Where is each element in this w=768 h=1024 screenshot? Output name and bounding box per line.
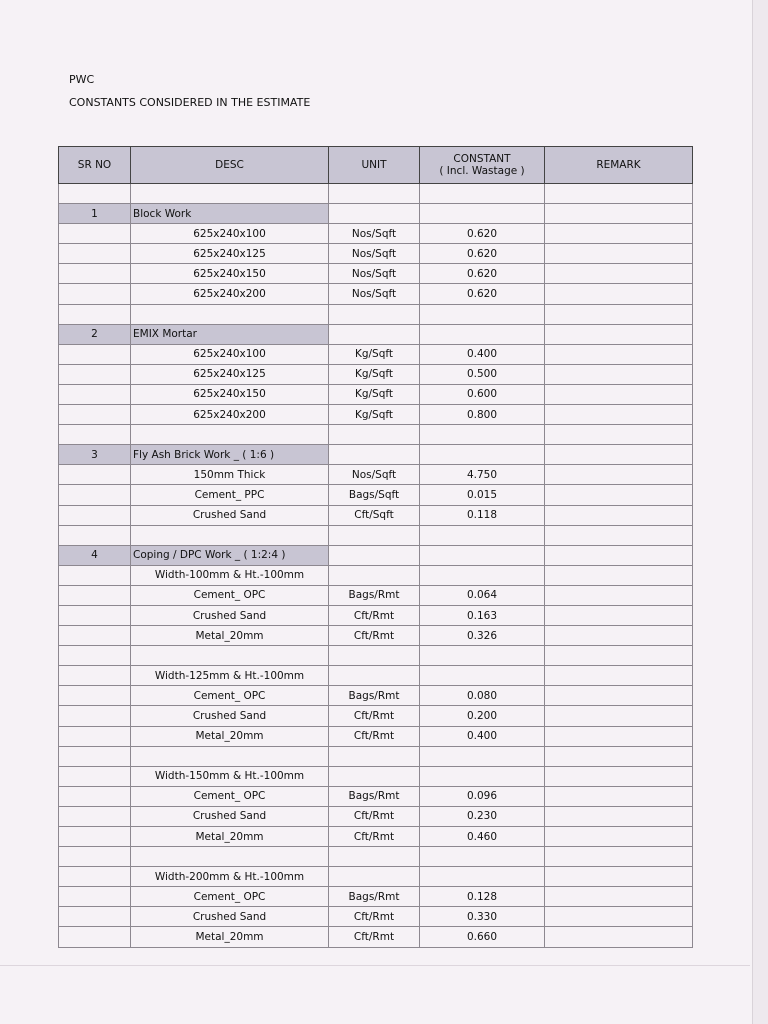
desc-cell: Fly Ash Brick Work _ ( 1:6 ) (131, 445, 329, 465)
constant-cell: 0.620 (420, 244, 545, 264)
unit-cell: Kg/Sqft (329, 405, 420, 425)
remark-cell (545, 284, 693, 304)
unit-cell (329, 445, 420, 465)
section-row (59, 545, 693, 565)
constant-cell: 0.080 (420, 686, 545, 706)
table-row (59, 224, 693, 244)
sr-no-cell: 1 (59, 204, 131, 224)
constant-cell: 0.064 (420, 585, 545, 605)
header-constant (420, 147, 545, 184)
unit-cell: Bags/Rmt (329, 585, 420, 605)
sr-no-cell (59, 465, 131, 485)
constant-cell: 0.400 (420, 726, 545, 746)
section-row (59, 204, 693, 224)
desc-cell: Cement_ OPC (131, 887, 329, 907)
table-row (59, 485, 693, 505)
blank-row (59, 525, 693, 545)
remark-cell (545, 786, 693, 806)
constant-cell (420, 425, 545, 445)
constant-cell: 0.800 (420, 405, 545, 425)
desc-cell (131, 304, 329, 324)
sr-no-cell (59, 766, 131, 786)
unit-cell (329, 666, 420, 686)
remark-cell (545, 887, 693, 907)
constant-cell: 0.163 (420, 605, 545, 625)
sr-no-cell: 3 (59, 445, 131, 465)
desc-cell: 625x240x150 (131, 264, 329, 284)
unit-cell: Nos/Sqft (329, 224, 420, 244)
desc-cell: Width-200mm & Ht.-100mm (131, 867, 329, 887)
remark-cell (545, 384, 693, 404)
blank-row (59, 847, 693, 867)
unit-cell (329, 304, 420, 324)
desc-cell: 625x240x125 (131, 364, 329, 384)
desc-cell (131, 746, 329, 766)
constant-cell (420, 445, 545, 465)
desc-cell: Width-100mm & Ht.-100mm (131, 565, 329, 585)
remark-cell (545, 485, 693, 505)
document-title: CONSTANTS CONSIDERED IN THE ESTIMATE (69, 96, 311, 109)
sr-no-cell (59, 565, 131, 585)
table-row (59, 786, 693, 806)
blank-row (59, 746, 693, 766)
remark-cell (545, 827, 693, 847)
table-row (59, 927, 693, 947)
constant-cell: 0.600 (420, 384, 545, 404)
table-row (59, 284, 693, 304)
desc-cell: 625x240x150 (131, 384, 329, 404)
sr-no-cell (59, 907, 131, 927)
desc-cell (131, 525, 329, 545)
constant-cell: 0.230 (420, 806, 545, 826)
remark-cell (545, 646, 693, 666)
unit-cell (329, 646, 420, 666)
constant-cell: 0.128 (420, 887, 545, 907)
unit-cell: Bags/Sqft (329, 485, 420, 505)
remark-cell (545, 706, 693, 726)
constant-cell: 0.015 (420, 485, 545, 505)
header-remark: REMARK (545, 147, 693, 184)
constant-cell (420, 545, 545, 565)
constant-cell: 0.400 (420, 344, 545, 364)
sr-no-cell (59, 626, 131, 646)
sr-no-cell (59, 605, 131, 625)
blank-row (59, 425, 693, 445)
sr-no-cell (59, 384, 131, 404)
constant-cell (420, 565, 545, 585)
table-row (59, 626, 693, 646)
desc-cell (131, 847, 329, 867)
sr-no-cell (59, 827, 131, 847)
table-row (59, 465, 693, 485)
remark-cell (545, 264, 693, 284)
desc-cell: 625x240x125 (131, 244, 329, 264)
unit-cell: Nos/Sqft (329, 244, 420, 264)
sr-no-cell (59, 264, 131, 284)
constant-cell: 0.620 (420, 284, 545, 304)
unit-cell (329, 545, 420, 565)
remark-cell (545, 304, 693, 324)
header-sr-no: SR NO (59, 147, 131, 184)
sr-no-cell (59, 184, 131, 204)
constant-cell (420, 525, 545, 545)
constant-cell: 0.660 (420, 927, 545, 947)
unit-cell: Cft/Rmt (329, 726, 420, 746)
unit-cell: Cft/Rmt (329, 806, 420, 826)
desc-cell: 150mm Thick (131, 465, 329, 485)
remark-cell (545, 626, 693, 646)
sr-no-cell (59, 706, 131, 726)
sr-no-cell (59, 224, 131, 244)
sr-no-cell (59, 746, 131, 766)
constant-cell: 0.096 (420, 786, 545, 806)
constant-cell (420, 766, 545, 786)
desc-cell: Crushed Sand (131, 605, 329, 625)
desc-cell: Crushed Sand (131, 706, 329, 726)
desc-cell (131, 646, 329, 666)
remark-cell (545, 867, 693, 887)
remark-cell (545, 204, 693, 224)
unit-cell (329, 204, 420, 224)
sr-no-cell (59, 786, 131, 806)
desc-cell: Width-125mm & Ht.-100mm (131, 666, 329, 686)
remark-cell (545, 927, 693, 947)
unit-cell (329, 324, 420, 344)
page-edge (752, 0, 768, 1024)
remark-cell (545, 324, 693, 344)
remark-cell (545, 666, 693, 686)
unit-cell: Kg/Sqft (329, 384, 420, 404)
table-header-row (59, 147, 693, 184)
remark-cell (545, 244, 693, 264)
unit-cell: Bags/Rmt (329, 686, 420, 706)
desc-cell: Cement_ OPC (131, 585, 329, 605)
desc-cell: Metal_20mm (131, 726, 329, 746)
unit-cell (329, 425, 420, 445)
sr-no-cell (59, 686, 131, 706)
desc-cell: Crushed Sand (131, 806, 329, 826)
unit-cell (329, 184, 420, 204)
remark-cell (545, 184, 693, 204)
sr-no-cell (59, 585, 131, 605)
section-row (59, 445, 693, 465)
unit-cell: Cft/Rmt (329, 626, 420, 646)
desc-cell (131, 425, 329, 445)
sr-no-cell (59, 806, 131, 826)
remark-cell (545, 806, 693, 826)
remark-cell (545, 465, 693, 485)
sr-no-cell (59, 425, 131, 445)
table-row (59, 244, 693, 264)
table-row (59, 264, 693, 284)
constant-cell (420, 847, 545, 867)
remark-cell (545, 425, 693, 445)
remark-cell (545, 545, 693, 565)
sr-no-cell: 4 (59, 545, 131, 565)
sr-no-cell: 2 (59, 324, 131, 344)
constants-table (58, 146, 693, 948)
constant-cell: 0.326 (420, 626, 545, 646)
constant-cell: 0.118 (420, 505, 545, 525)
remark-cell (545, 907, 693, 927)
unit-cell: Cft/Rmt (329, 927, 420, 947)
unit-cell: Kg/Sqft (329, 344, 420, 364)
sr-no-cell (59, 485, 131, 505)
desc-cell: Block Work (131, 204, 329, 224)
blank-row (59, 304, 693, 324)
sr-no-cell (59, 244, 131, 264)
desc-cell: EMIX Mortar (131, 324, 329, 344)
table-row (59, 605, 693, 625)
remark-cell (545, 847, 693, 867)
sr-no-cell (59, 284, 131, 304)
desc-cell: Crushed Sand (131, 907, 329, 927)
unit-cell: Nos/Sqft (329, 284, 420, 304)
table-row (59, 585, 693, 605)
remark-cell (545, 505, 693, 525)
table-row (59, 827, 693, 847)
table-row (59, 565, 693, 585)
desc-cell: Cement_ PPC (131, 485, 329, 505)
table-row (59, 384, 693, 404)
desc-cell: 625x240x200 (131, 405, 329, 425)
constant-cell: 4.750 (420, 465, 545, 485)
unit-cell: Cft/Rmt (329, 605, 420, 625)
sr-no-cell (59, 405, 131, 425)
table-row (59, 726, 693, 746)
header-unit: UNIT (329, 147, 420, 184)
remark-cell (545, 344, 693, 364)
table-row (59, 505, 693, 525)
remark-cell (545, 766, 693, 786)
constant-cell (420, 184, 545, 204)
document-header (69, 68, 310, 114)
desc-cell: Metal_20mm (131, 827, 329, 847)
remark-cell (545, 686, 693, 706)
desc-cell: Width-150mm & Ht.-100mm (131, 766, 329, 786)
header-constant-line2: ( Incl. Wastage ) (439, 165, 525, 177)
sr-no-cell (59, 887, 131, 907)
unit-cell (329, 565, 420, 585)
table-row (59, 706, 693, 726)
constant-cell: 0.500 (420, 364, 545, 384)
table-row (59, 867, 693, 887)
unit-cell: Nos/Sqft (329, 465, 420, 485)
unit-cell (329, 525, 420, 545)
desc-cell: 625x240x100 (131, 344, 329, 364)
org-name: PWC (69, 73, 95, 86)
table-row (59, 887, 693, 907)
sr-no-cell (59, 344, 131, 364)
desc-cell (131, 184, 329, 204)
remark-cell (545, 746, 693, 766)
remark-cell (545, 585, 693, 605)
remark-cell (545, 726, 693, 746)
table-row (59, 364, 693, 384)
constant-cell (420, 666, 545, 686)
unit-cell (329, 766, 420, 786)
constant-cell (420, 867, 545, 887)
blank-row (59, 646, 693, 666)
constant-cell: 0.460 (420, 827, 545, 847)
desc-cell: 625x240x100 (131, 224, 329, 244)
unit-cell: Cft/Rmt (329, 907, 420, 927)
table-row (59, 806, 693, 826)
constant-cell (420, 204, 545, 224)
sr-no-cell (59, 505, 131, 525)
constant-cell (420, 646, 545, 666)
sr-no-cell (59, 927, 131, 947)
constant-cell: 0.330 (420, 907, 545, 927)
unit-cell (329, 746, 420, 766)
unit-cell: Bags/Rmt (329, 786, 420, 806)
table-row (59, 405, 693, 425)
unit-cell: Bags/Rmt (329, 887, 420, 907)
unit-cell: Nos/Sqft (329, 264, 420, 284)
sr-no-cell (59, 666, 131, 686)
remark-cell (545, 405, 693, 425)
sr-no-cell (59, 525, 131, 545)
remark-cell (545, 224, 693, 244)
desc-cell: 625x240x200 (131, 284, 329, 304)
table-row (59, 766, 693, 786)
desc-cell: Metal_20mm (131, 927, 329, 947)
unit-cell (329, 867, 420, 887)
table-row (59, 907, 693, 927)
table-row (59, 686, 693, 706)
constant-cell: 0.200 (420, 706, 545, 726)
remark-cell (545, 525, 693, 545)
constant-cell (420, 324, 545, 344)
unit-cell: Cft/Sqft (329, 505, 420, 525)
remark-cell (545, 565, 693, 585)
desc-cell: Coping / DPC Work _ ( 1:2:4 ) (131, 545, 329, 565)
constant-cell (420, 746, 545, 766)
remark-cell (545, 364, 693, 384)
header-constant-line1: CONSTANT (453, 153, 511, 165)
desc-cell: Cement_ OPC (131, 786, 329, 806)
unit-cell: Cft/Rmt (329, 706, 420, 726)
constant-cell: 0.620 (420, 264, 545, 284)
sr-no-cell (59, 364, 131, 384)
constant-cell: 0.620 (420, 224, 545, 244)
sr-no-cell (59, 646, 131, 666)
constant-cell (420, 304, 545, 324)
blank-row (59, 184, 693, 204)
header-desc: DESC (131, 147, 329, 184)
table-row (59, 666, 693, 686)
sr-no-cell (59, 304, 131, 324)
remark-cell (545, 445, 693, 465)
sr-no-cell (59, 847, 131, 867)
table-row (59, 344, 693, 364)
page-bottom-line (0, 965, 750, 966)
table-body (59, 184, 693, 948)
unit-cell: Cft/Rmt (329, 827, 420, 847)
desc-cell: Metal_20mm (131, 626, 329, 646)
desc-cell: Crushed Sand (131, 505, 329, 525)
desc-cell: Cement_ OPC (131, 686, 329, 706)
section-row (59, 324, 693, 344)
sr-no-cell (59, 726, 131, 746)
remark-cell (545, 605, 693, 625)
unit-cell: Kg/Sqft (329, 364, 420, 384)
sr-no-cell (59, 867, 131, 887)
unit-cell (329, 847, 420, 867)
